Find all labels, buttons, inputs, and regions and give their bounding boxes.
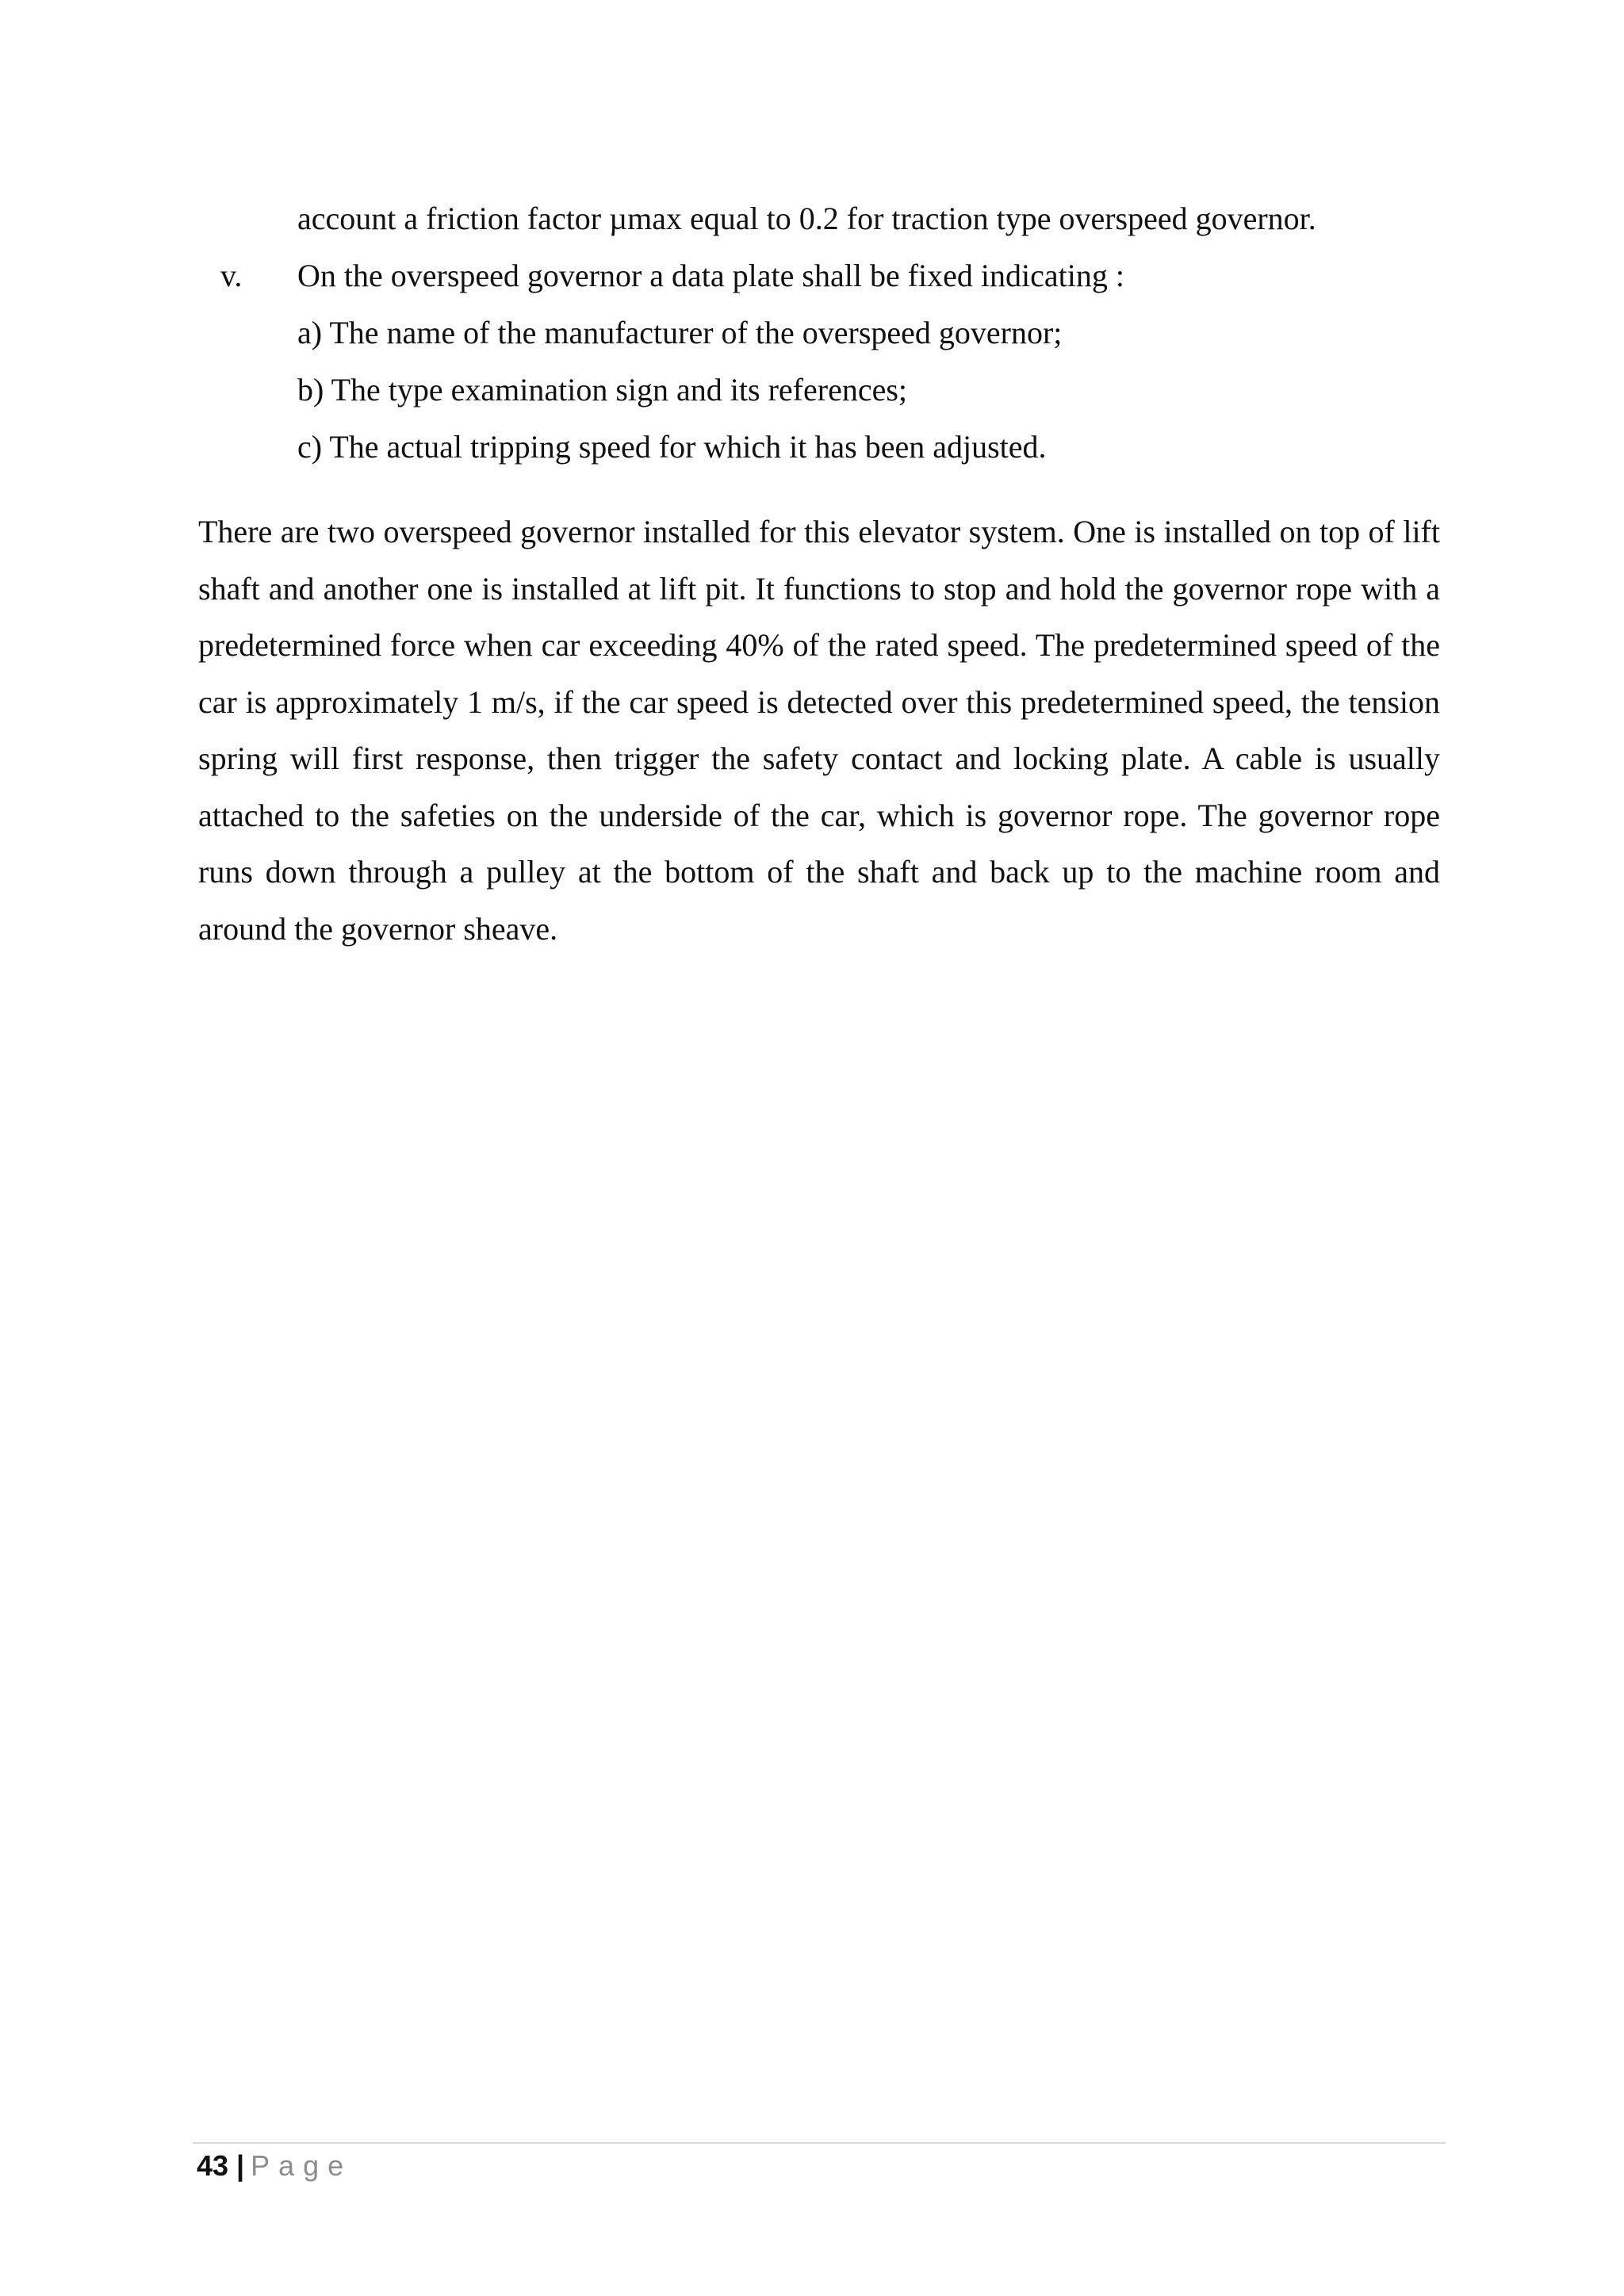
sub-item-a: a) The name of the manufacturer of the overspeed governor; [297,315,1063,350]
list-item-v-numeral: v. [220,258,243,293]
footer-separator: | [236,2149,245,2182]
body-paragraph: There are two overspeed governor installed for this elevator system. One is installed on top of lift shaft and another one is installed at lift pit. It functions to stop and hold the governor rope with a predetermined force when car exceeding 40% of the rated speed. The predetermined speed of the car is approximately 1 m/s, if the car speed is detected over this predetermined speed, the tension spring will first response, then trigger the safety contact and locking plate. A cable is usually attached to the safeties on the underside of the car, which is governor rope. The governor rope runs down through a pulley at the bottom of the shaft and back up to the machine room and around the governor sheave. [198,514,1440,947]
page-number: 43 [197,2149,229,2182]
sub-item-c: c) The actual tripping speed for which it has been adjusted. [297,429,1047,465]
sub-item-b: b) The type examination sign and its references; [297,372,908,408]
footer-divider [193,2142,1446,2144]
list-continuation-line: account a friction factor µmax equal to 0.2 for traction type overspeed governor. [297,201,1316,236]
page-label: Page [251,2149,353,2182]
page-footer [197,2149,353,2182]
list-item-v-text: On the overspeed governor a data plate shall be fixed indicating : [297,258,1124,293]
